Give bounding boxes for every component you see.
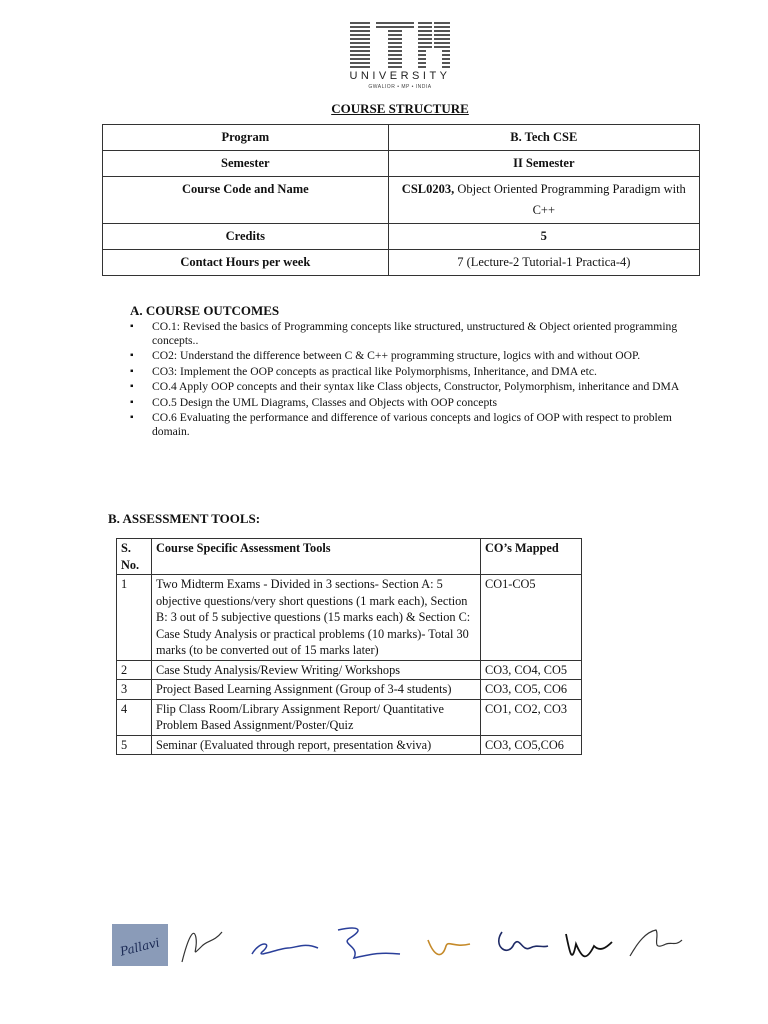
itm-logo-mark [350, 22, 450, 68]
course-row-value: B. Tech CSE [388, 125, 699, 151]
course-row-value: II Semester [388, 151, 699, 177]
course-row-label: Course Code and Name [103, 177, 389, 224]
course-outcome-item: ▪ CO.1: Revised the basics of Programming concepts like structured, unstructured & Object oriented programming concepts.. [130, 320, 700, 347]
assessment-tool: Seminar (Evaluated through report, presentation &viva) [152, 735, 481, 755]
header-tools: Course Specific Assessment Tools [152, 539, 481, 575]
course-row [103, 151, 700, 177]
course-row-value: 5 [388, 224, 699, 250]
signature-4 [338, 928, 400, 958]
course-outcome-item: ▪ CO.5 Design the UML Diagrams, Classes and Objects with OOP concepts [130, 396, 700, 410]
assessment-tool: Case Study Analysis/Review Writing/ Workshops [152, 660, 481, 680]
course-row-label: Semester [103, 151, 389, 177]
assessment-sno: 4 [117, 699, 152, 735]
table-row [117, 680, 582, 700]
assessment-cos: CO1-CO5 [481, 575, 582, 661]
signature-8 [630, 930, 682, 956]
course-outcomes-heading: A. COURSE OUTCOMES [130, 303, 280, 318]
signature-6 [499, 932, 548, 950]
signature-strip [110, 918, 690, 972]
logo-location-text: GWALIOR • MP • INDIA [368, 84, 432, 90]
assessment-table [116, 538, 582, 755]
course-row [103, 224, 700, 250]
table-row [117, 735, 582, 755]
assessment-tool: Flip Class Room/Library Assignment Report/ Quantitative Problem Based Assignment/Poster/Quiz [152, 699, 481, 735]
course-row-label: Program [103, 125, 389, 151]
table-row [117, 660, 582, 680]
assessment-cos: CO3, CO5,CO6 [481, 735, 582, 755]
university-logo [340, 22, 460, 94]
signatures-svg [110, 918, 690, 972]
course-outcomes-list [130, 320, 700, 440]
assessment-cos: CO1, CO2, CO3 [481, 699, 582, 735]
stamp-text: Pallavi [118, 935, 161, 959]
assessment-sno: 5 [117, 735, 152, 755]
assessment-sno: 1 [117, 575, 152, 661]
header-sno: S. No. [117, 539, 152, 575]
signature-5 [428, 940, 470, 955]
assessment-tool: Two Midterm Exams - Divided in 3 sections- Section A: 5 objective questions/very short questions (1 mark each), Section B: 3 out of 5 subjective questions (15 marks each) & Section C: Case Study Analysis or practical problems (10 marks)- Total 30 marks (to be converted out of 15 marks later) [152, 575, 481, 661]
course-row-label: Credits [103, 224, 389, 250]
assessment-cos: CO3, CO5, CO6 [481, 680, 582, 700]
header-cos-mapped: CO’s Mapped [481, 539, 582, 575]
signature-7 [566, 934, 612, 956]
course-info-table [102, 124, 700, 276]
course-code: CSL0203, [401, 182, 455, 196]
table-row [117, 699, 582, 735]
course-outcome-item: ▪ CO3: Implement the OOP concepts as practical like Polymorphisms, Inheritance, and DMA etc. [130, 365, 700, 379]
assessment-sno: 3 [117, 680, 152, 700]
assessment-sno: 2 [117, 660, 152, 680]
course-name: Object Oriented Programming Paradigm with C++ [454, 182, 686, 217]
course-row-value: 7 (Lecture-2 Tutorial-1 Practica-4) [388, 250, 699, 276]
signature-2 [182, 932, 222, 962]
course-row-label: Contact Hours per week [103, 250, 389, 276]
course-outcome-item: ▪ CO.4 Apply OOP concepts and their syntax like Class objects, Constructor, Polymorphism, inheritance and DMA [130, 380, 700, 394]
assessment-tool: Project Based Learning Assignment (Group of 3-4 students) [152, 680, 481, 700]
course-outcome-item: ▪ CO2: Understand the difference between C & C++ programming structure, logics with and without OOP. [130, 349, 700, 363]
page-title: COURSE STRUCTURE [331, 101, 469, 116]
table-row [117, 575, 582, 661]
signature-stamp [112, 924, 168, 966]
course-row [103, 250, 700, 276]
assessment-tools-heading: B. ASSESSMENT TOOLS: [108, 511, 261, 526]
course-row-value [388, 177, 699, 224]
logo-university-text: UNIVERSITY [349, 70, 451, 82]
course-row [103, 177, 700, 224]
signature-3 [252, 944, 318, 954]
course-outcome-item: ▪ CO.6 Evaluating the performance and difference of various concepts and logics of OOP with respect to problem domain. [130, 411, 700, 438]
course-row [103, 125, 700, 151]
assessment-header-row [117, 539, 582, 575]
assessment-cos: CO3, CO4, CO5 [481, 660, 582, 680]
